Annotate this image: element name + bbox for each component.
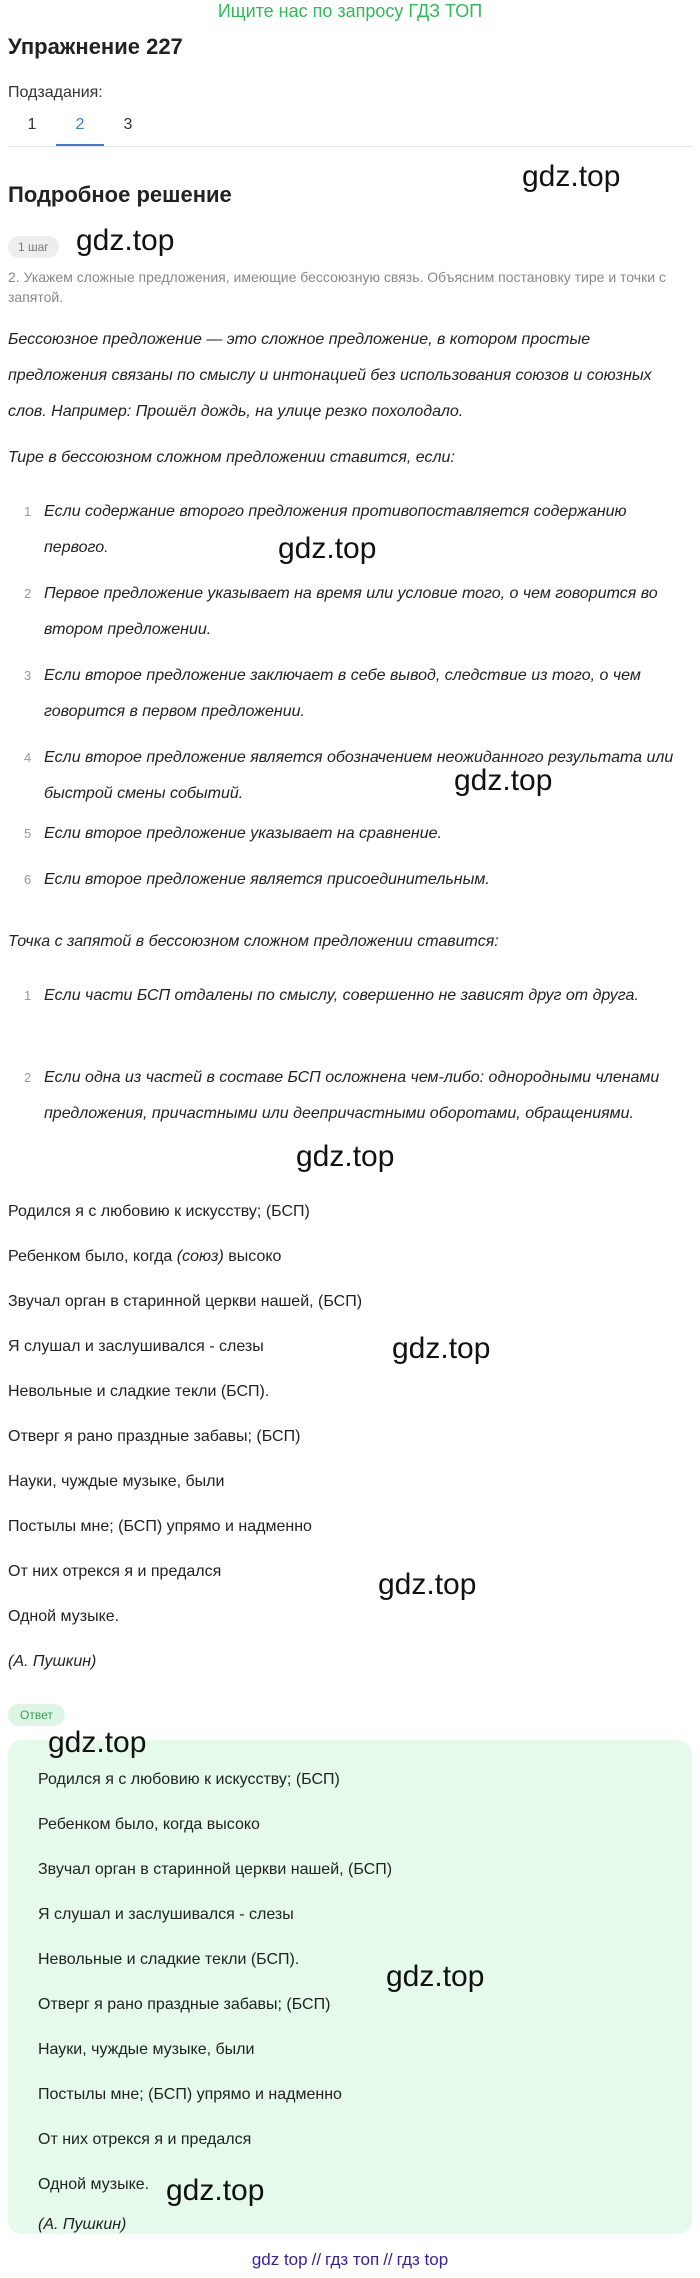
list-text: Если части БСП отдалены по смыслу, совершенно не зависят друг от друга.	[44, 987, 639, 1004]
list-number: 2	[24, 1070, 32, 1085]
list-number: 1	[24, 988, 32, 1003]
search-banner: Ищите нас по запросу ГДЗ ТОП	[217, 1, 483, 21]
list-text: Если второе предложение является обозначением неожиданного результата или быстрой смены событий.	[44, 749, 674, 802]
footer-link[interactable]: gdz top	[251, 2250, 308, 2269]
poem-line: Одной музыке.	[8, 1608, 120, 1625]
watermark: gdz.top	[392, 1332, 491, 1365]
watermark: gdz.top	[378, 1568, 477, 1601]
watermark: gdz.top	[454, 764, 553, 797]
answer-line: Невольные и сладкие текли (БСП).	[38, 1951, 300, 1968]
dash-heading: Тире в бессоюзном сложном предложении ставится, если:	[8, 449, 455, 466]
poem-line	[8, 1245, 281, 1269]
watermark: gdz.top	[48, 1726, 147, 1759]
answer-line: Родился я с любовию к искусству; (БСП)	[38, 1771, 340, 1788]
tab-1[interactable]: 1	[27, 116, 37, 133]
answer-line: Ребенком было, когда высоко	[38, 1816, 260, 1833]
tab-3[interactable]: 3	[123, 116, 133, 133]
poem-line: От них отрекся я и предался	[8, 1563, 222, 1580]
poem-line: Звучал орган в старинной церкви нашей, (БСП)	[8, 1293, 363, 1310]
list-number: 2	[24, 586, 32, 601]
exercise-title: Упражнение 227	[8, 34, 183, 59]
list-item	[8, 576, 692, 648]
semicolon-heading: Точка с запятой в бессоюзном сложном предложении ставится:	[8, 933, 499, 950]
poem-line: Науки, чуждые музыке, были	[8, 1473, 225, 1490]
poem-line: Постылы мне; (БСП) упрямо и надменно	[8, 1518, 312, 1535]
list-item	[8, 658, 692, 730]
subtask-tabs	[8, 110, 152, 146]
list-number: 4	[24, 750, 32, 765]
list-item	[8, 862, 692, 898]
tab-2[interactable]: 2	[56, 110, 104, 146]
answer-line: Одной музыке.	[38, 2176, 150, 2193]
footer-links	[0, 2250, 700, 2270]
conjunction-note: (союз)	[176, 1248, 224, 1265]
poem-line: Отверг я рано праздные забавы; (БСП)	[8, 1428, 301, 1445]
answer-line: Науки, чуждые музыке, были	[38, 2041, 255, 2058]
answer-line: Звучал орган в старинной церкви нашей, (БСП)	[38, 1861, 393, 1878]
definition-text: Бессоюзное предложение — это сложное предложение, в котором простые предложения связаны по смыслу и интонацией без использования союзов и союзных слов. Например: Прошёл дождь, на улице резко похолодало.	[8, 331, 652, 420]
poem-line: Родился я с любовию к искусству; (БСП)	[8, 1203, 310, 1220]
list-number: 3	[24, 668, 32, 683]
list-item	[8, 740, 692, 812]
answer-badge: Ответ	[8, 1704, 65, 1726]
footer-link[interactable]: гдз топ	[325, 2250, 380, 2269]
footer-separator: //	[383, 2250, 393, 2269]
list-number: 5	[24, 826, 32, 841]
answer-line: Постылы мне; (БСП) упрямо и надменно	[38, 2086, 342, 2103]
list-text: Если второе предложение заключает в себе вывод, следствие из того, о чем говорится в первом предложении.	[44, 667, 641, 720]
answer-line: Отверг я рано праздные забавы; (БСП)	[38, 1996, 331, 2013]
watermark: gdz.top	[76, 224, 175, 257]
footer-separator: //	[311, 2250, 322, 2269]
answer-author: (А. Пушкин)	[38, 2216, 127, 2233]
answer-box	[8, 1740, 692, 2234]
poem-line-part: Ребенком было, когда	[8, 1248, 177, 1265]
footer-link[interactable]: гдз top	[396, 2250, 449, 2269]
watermark: gdz.top	[278, 532, 377, 565]
poem-line-part: высоко	[223, 1248, 282, 1265]
watermark: gdz.top	[296, 1140, 395, 1173]
list-item	[8, 978, 692, 1014]
solution-title: Подробное решение	[8, 182, 232, 207]
list-text: Если содержание второго предложения противопоставляется содержанию первого.	[44, 503, 627, 556]
subtasks-label: Подзадания:	[8, 84, 103, 101]
poem-line: Я слушал и заслушивался - слезы	[8, 1338, 264, 1355]
watermark: gdz.top	[386, 1960, 485, 1993]
list-text: Первое предложение указывает на время или условие того, о чем говорится во втором предложении.	[44, 585, 658, 638]
step-badge: 1 шаг	[8, 236, 59, 258]
answer-line: Я слушал и заслушивался - слезы	[38, 1906, 294, 1923]
answer-line: От них отрекся я и предался	[38, 2131, 252, 2148]
divider	[8, 146, 692, 147]
list-number: 1	[24, 504, 32, 519]
list-item	[8, 816, 692, 852]
list-text: Если второе предложение является присоединительным.	[44, 871, 490, 888]
watermark: gdz.top	[166, 2174, 265, 2207]
list-text: Если одна из частей в составе БСП осложнена чем-либо: однородными членами предложения, причастными или деепричастными оборотами, обращениями.	[44, 1069, 660, 1122]
poem-line: Невольные и сладкие текли (БСП).	[8, 1383, 270, 1400]
watermark: gdz.top	[522, 160, 621, 193]
intro-text: 2. Укажем сложные предложения, имеющие бессоюзную связь. Объясним постановку тире и точки с запятой.	[8, 269, 666, 305]
poem-author: (А. Пушкин)	[8, 1653, 97, 1670]
list-text: Если второе предложение указывает на сравнение.	[44, 825, 442, 842]
list-item	[8, 1060, 692, 1132]
list-number: 6	[24, 872, 32, 887]
